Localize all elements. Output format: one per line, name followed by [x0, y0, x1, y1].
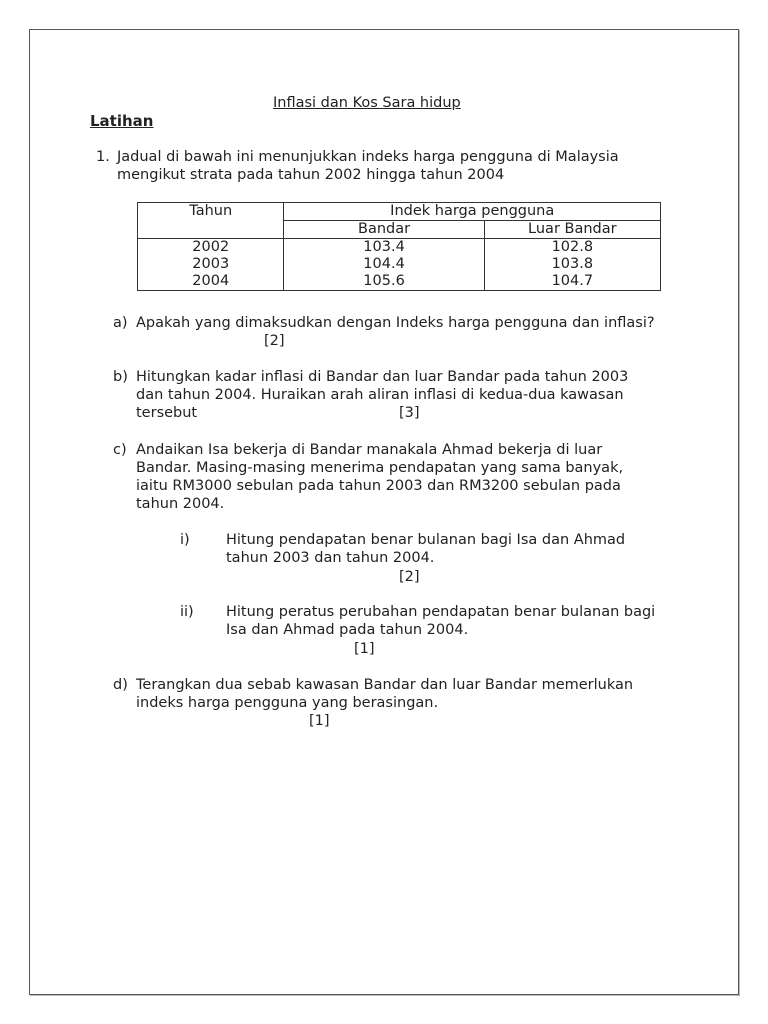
table-row: 2002 103.4 102.8	[138, 239, 661, 257]
question-d-label: d)	[113, 677, 128, 693]
question-d-marks: [1]	[309, 713, 330, 729]
question-a-marks: [2]	[264, 333, 285, 349]
question-1-line-2: mengikut strata pada tahun 2002 hingga tahun 2004	[117, 167, 505, 183]
table-subheader-row	[138, 221, 661, 239]
subquestion-ii-line-2: Isa dan Ahmad pada tahun 2004.	[226, 622, 469, 638]
header-rural: Luar Bandar	[484, 221, 660, 239]
question-c-line-2: Bandar. Masing-masing menerima pendapatan yang sama banyak,	[136, 460, 624, 476]
question-c-line-1: Andaikan Isa bekerja di Bandar manakala Ahmad bekerja di luar	[136, 442, 603, 458]
header-urban: Bandar	[284, 221, 484, 239]
cpi-table	[137, 202, 661, 291]
question-a-text: Apakah yang dimaksudkan dengan Indeks harga pengguna dan inflasi?	[136, 315, 655, 331]
question-b-line-1: Hitungkan kadar inflasi di Bandar dan luar Bandar pada tahun 2003	[136, 369, 629, 385]
section-heading: Latihan	[90, 112, 154, 130]
subquestion-ii-marks: [1]	[354, 641, 375, 657]
header-year: Tahun	[138, 203, 284, 221]
question-a-label: a)	[113, 315, 128, 331]
subquestion-ii-line-1: Hitung peratus perubahan pendapatan benar bulanan bagi	[226, 604, 656, 620]
question-d-line-2: indeks harga pengguna yang berasingan.	[136, 695, 439, 711]
subquestion-i-line-2: tahun 2003 dan tahun 2004.	[226, 550, 435, 566]
subquestion-i-marks: [2]	[399, 569, 420, 585]
question-b-label: b)	[113, 369, 128, 385]
table-row: 2004 105.6 104.7	[138, 273, 661, 291]
subquestion-i-label: i)	[180, 532, 190, 548]
question-b-line-3: tersebut	[136, 405, 198, 421]
question-c-line-4: tahun 2004.	[136, 496, 225, 512]
subquestion-ii-label: ii)	[180, 604, 194, 620]
question-c-label: c)	[113, 442, 127, 458]
header-cpi-group: Indek harga pengguna	[284, 203, 661, 221]
question-b-line-2: dan tahun 2004. Huraikan arah aliran inflasi di kedua-dua kawasan	[136, 387, 624, 403]
table-row: 2003 104.4 103.8	[138, 256, 661, 273]
document-title: Inflasi dan Kos Sara hidup	[273, 95, 461, 111]
question-d-line-1: Terangkan dua sebab kawasan Bandar dan luar Bandar memerlukan	[136, 677, 634, 693]
question-number: 1.	[96, 149, 110, 165]
question-1-line-1: Jadual di bawah ini menunjukkan indeks harga pengguna di Malaysia	[117, 149, 619, 165]
subquestion-i-line-1: Hitung pendapatan benar bulanan bagi Isa dan Ahmad	[226, 532, 626, 548]
question-b-marks: [3]	[399, 405, 420, 421]
question-c-line-3: iaitu RM3000 sebulan pada tahun 2003 dan RM3200 sebulan pada	[136, 478, 621, 494]
table-header-row	[138, 203, 661, 221]
